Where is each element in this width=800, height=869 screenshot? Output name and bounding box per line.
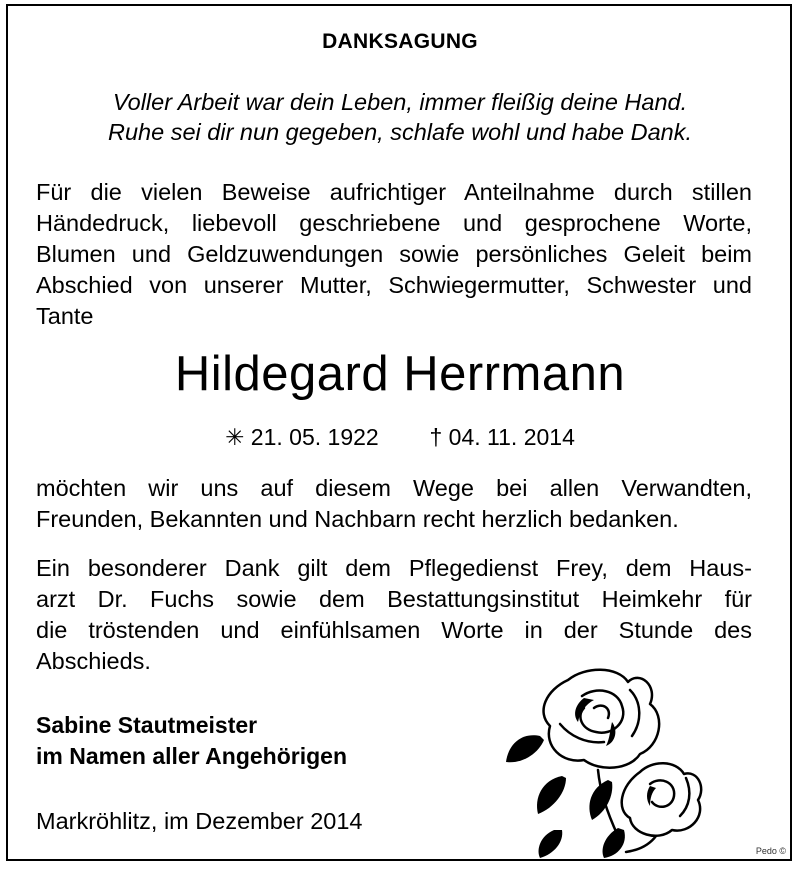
special-thanks-line: arzt Dr. Fuchs sowie dem Bestattungsinstitut Heimkehr für (36, 586, 752, 612)
life-dates (0, 424, 800, 451)
verse-line-1: Voller Arbeit war dein Leben, immer fleißig deine Hand. (112, 89, 688, 115)
verse-line-2: Ruhe sei dir nun gegeben, schlafe wohl und habe Dank. (108, 119, 692, 145)
death-date: 04. 11. 2014 (448, 424, 575, 450)
special-thanks-line: Abschieds. (36, 648, 151, 674)
intro-line: Abschied von unserer Mutter, Schwiegermutter, Schwester und (36, 272, 752, 298)
death-cross-icon: † (429, 424, 443, 450)
thanks-line: möchten wir uns auf diesem Wege bei allen Verwandten, (36, 475, 752, 501)
thanks-paragraph (36, 473, 752, 535)
thanks-line: Freunden, Bekannten und Nachbarn recht herzlich bedanken. (36, 506, 679, 532)
special-thanks-paragraph (36, 553, 752, 677)
intro-line: Tante (36, 303, 94, 329)
signature-block (36, 710, 347, 772)
intro-paragraph (36, 177, 752, 332)
notice-heading: DANKSAGUNG (322, 30, 478, 53)
signature-line-2: im Namen aller Angehörigen (36, 743, 347, 769)
credit-mark: Pedo © (755, 846, 786, 856)
intro-line: Händedruck, liebevoll geschriebene und gesprochene Worte, (36, 210, 752, 236)
birth-date: 21. 05. 1922 (250, 424, 379, 450)
birth-star-icon: ✳ (225, 424, 245, 450)
special-thanks-line: Ein besonderer Dank gilt dem Pflegedienst Frey, dem Haus- (36, 555, 752, 581)
signature-name: Sabine Stautmeister (36, 712, 258, 738)
special-thanks-line: die tröstenden und einfühlsamen Worte in der Stunde des (36, 617, 752, 643)
rose-bouquet-icon (500, 660, 720, 860)
intro-line: Für die vielen Beweise aufrichtiger Anteilnahme durch stillen (36, 179, 752, 205)
deceased-name: Hildegard Herrmann (174, 347, 626, 401)
place-date: Markröhlitz, im Dezember 2014 (36, 808, 363, 834)
intro-line: Blumen und Geldzuwendungen sowie persönliches Geleit beim (36, 241, 752, 267)
